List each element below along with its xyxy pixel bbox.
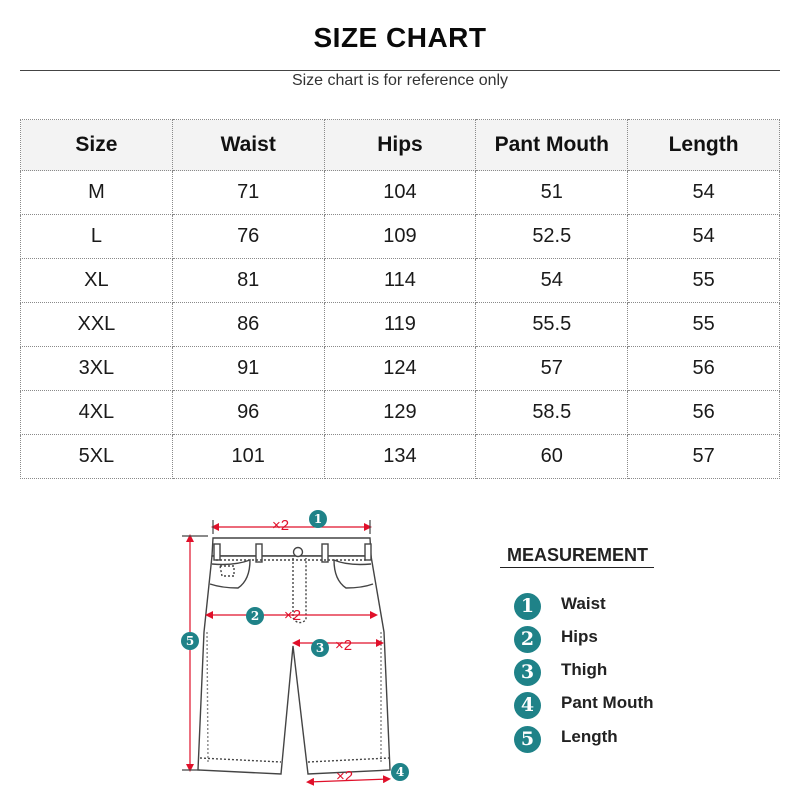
size-cell: 5XL — [21, 435, 173, 479]
size-table — [20, 119, 780, 479]
legend-label: Length — [561, 727, 618, 746]
marker-number: 3 — [315, 641, 325, 655]
shorts-diagram — [160, 500, 430, 800]
size-cell: XL — [21, 259, 173, 303]
marker-number: 2 — [250, 609, 260, 623]
legend-label: Waist — [561, 594, 606, 613]
hips-cell: 129 — [324, 391, 476, 435]
table-row — [21, 259, 780, 303]
table-row — [21, 435, 780, 479]
table-row — [21, 215, 780, 259]
waist-cell: 101 — [172, 435, 324, 479]
length-cell: 57 — [628, 435, 780, 479]
marker-number: 1 — [313, 512, 323, 526]
legend-title: MEASUREMENT — [500, 545, 654, 568]
hips-cell: 134 — [324, 435, 476, 479]
length-cell: 55 — [628, 259, 780, 303]
column-header: Length — [628, 120, 780, 171]
table-row — [21, 303, 780, 347]
marker-number: 4 — [395, 765, 405, 779]
length-cell: 56 — [628, 391, 780, 435]
pant-mouth-cell: 60 — [476, 435, 628, 479]
table-row — [21, 347, 780, 391]
column-header: Waist — [172, 120, 324, 171]
column-header: Size — [21, 120, 173, 171]
size-cell: 4XL — [21, 391, 173, 435]
hips-cell: 104 — [324, 171, 476, 215]
marker-number: 5 — [185, 634, 195, 648]
length-cell: 56 — [628, 347, 780, 391]
legend-marker: 2 — [514, 626, 541, 653]
pant-mouth-cell: 57 — [476, 347, 628, 391]
page-subtitle: Size chart is for reference only — [291, 72, 509, 89]
legend-marker: 3 — [514, 659, 541, 686]
hips-cell: 119 — [324, 303, 476, 347]
length-cell: 54 — [628, 215, 780, 259]
size-cell: L — [21, 215, 173, 259]
pant-mouth-cell: 54 — [476, 259, 628, 303]
pant-mouth-cell: 55.5 — [476, 303, 628, 347]
waist-cell: 71 — [172, 171, 324, 215]
legend-label: Pant Mouth — [561, 693, 654, 712]
title-divider — [20, 70, 780, 71]
waist-cell: 81 — [172, 259, 324, 303]
pant-mouth-cell: 58.5 — [476, 391, 628, 435]
hips-multiplier: ×2 — [284, 607, 302, 624]
table-header-row — [21, 120, 780, 171]
hips-cell: 109 — [324, 215, 476, 259]
legend-marker: 4 — [514, 692, 541, 719]
legend-label: Thigh — [561, 660, 608, 679]
length-cell: 54 — [628, 171, 780, 215]
column-header: Hips — [324, 120, 476, 171]
pant-mouth-cell: 52.5 — [476, 215, 628, 259]
waist-cell: 76 — [172, 215, 324, 259]
size-cell: XXL — [21, 303, 173, 347]
table-row — [21, 171, 780, 215]
thigh-multiplier: ×2 — [335, 637, 353, 654]
table-row — [21, 391, 780, 435]
legend-label: Hips — [561, 627, 598, 646]
size-cell: M — [21, 171, 173, 215]
length-cell: 55 — [628, 303, 780, 347]
waist-multiplier: ×2 — [272, 517, 290, 534]
waist-cell: 86 — [172, 303, 324, 347]
column-header: Pant Mouth — [476, 120, 628, 171]
waist-cell: 96 — [172, 391, 324, 435]
shorts-outline — [198, 538, 390, 774]
pant-mouth-multiplier: ×2 — [336, 768, 354, 785]
hips-cell: 124 — [324, 347, 476, 391]
hips-cell: 114 — [324, 259, 476, 303]
legend-marker: 5 — [514, 726, 541, 753]
size-cell: 3XL — [21, 347, 173, 391]
waist-cell: 91 — [172, 347, 324, 391]
pant-mouth-cell: 51 — [476, 171, 628, 215]
legend-marker: 1 — [514, 593, 541, 620]
measurement-legend — [500, 545, 760, 750]
page-title: SIZE CHART — [313, 22, 487, 53]
